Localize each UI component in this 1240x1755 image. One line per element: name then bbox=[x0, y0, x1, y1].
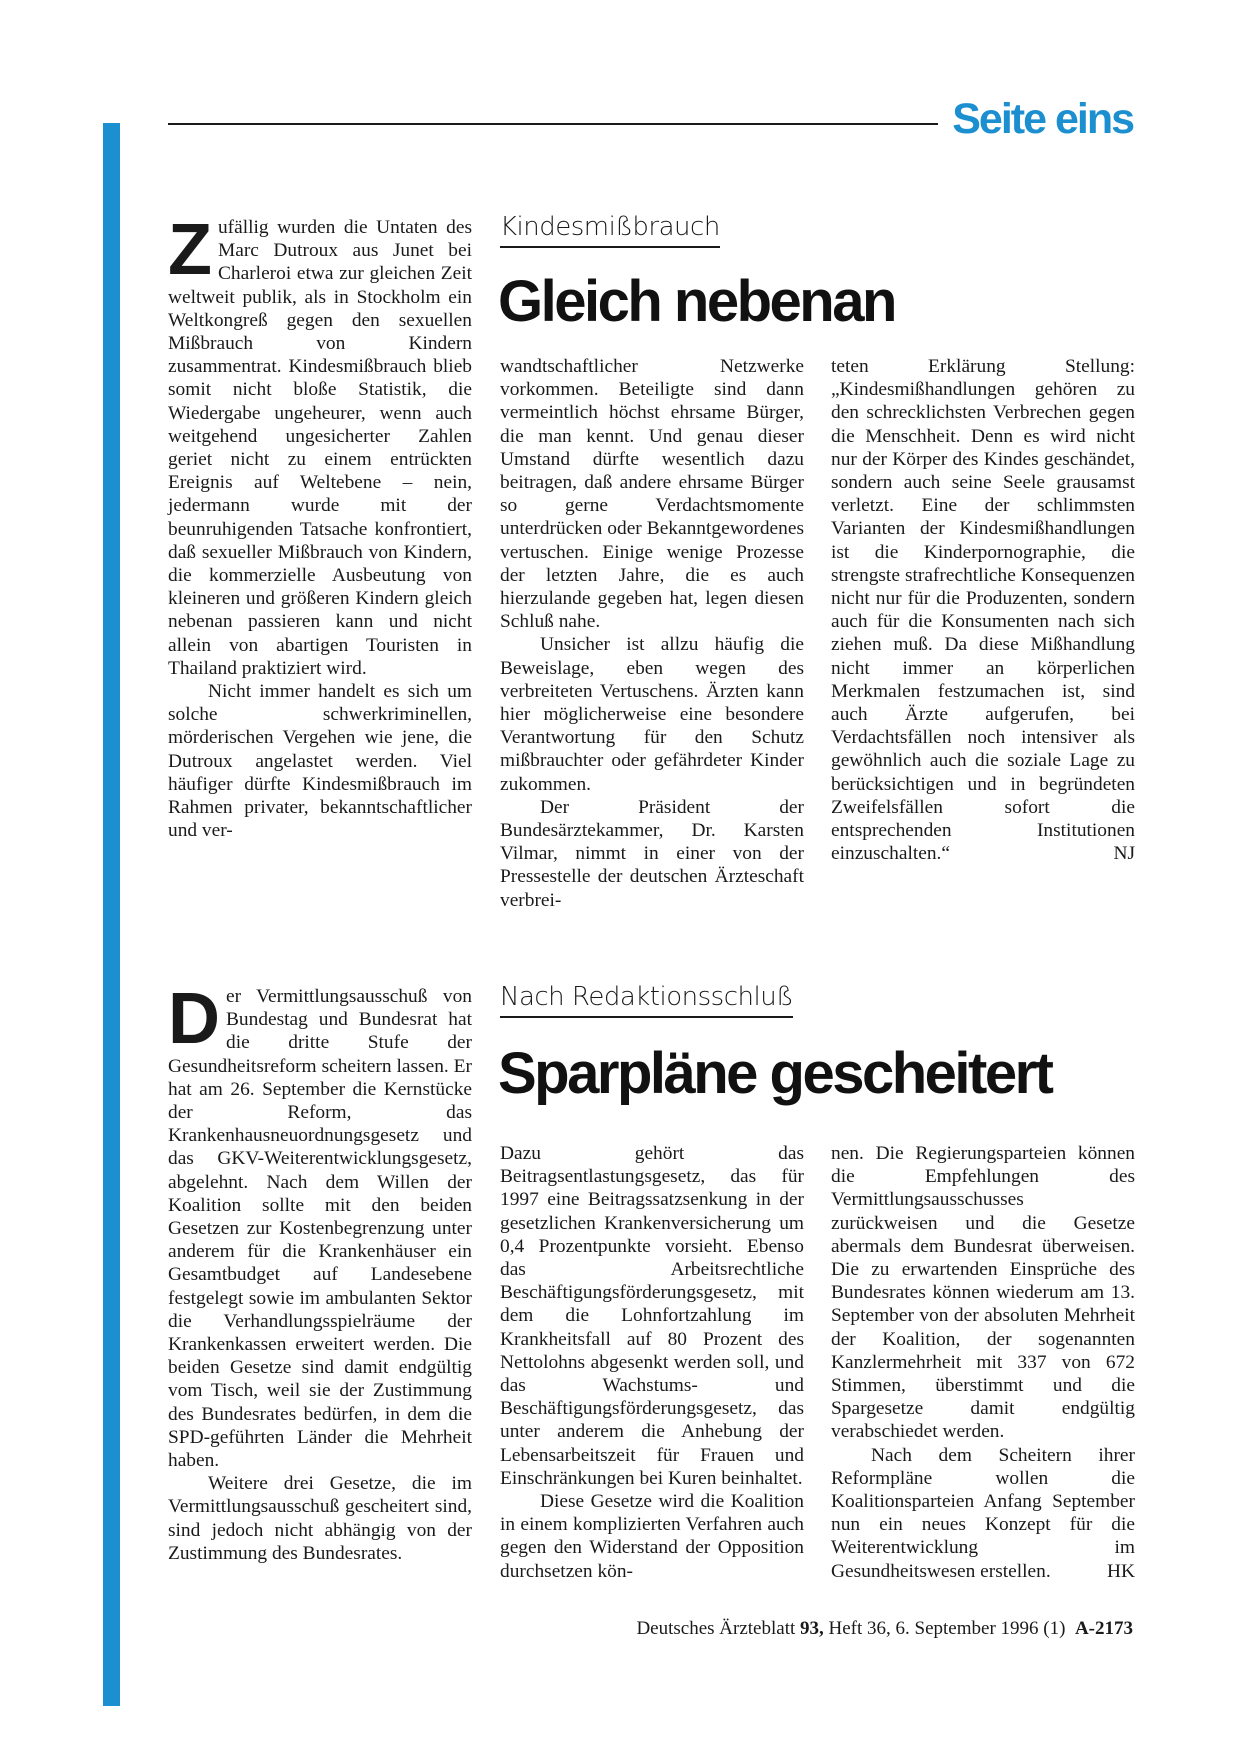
left-accent-bar bbox=[103, 123, 120, 1706]
paragraph: er Vermittlungsausschuß von Bundestag und Bundesrat hat die dritte Stufe der Gesundheitsreform scheitern lassen. Er hat am 26. September die Kernstücke der Reform, das Krankenhausneuordnungsgesetz und das GKV-Weiterentwicklungsgesetz, abgelehnt. Nach dem Willen der Koalition sollte mit den beiden Gesetzen zur Kostenbegrenzung unter anderem für die Krankenhäuser ein Gesamtbudget auf Landesebene festgelegt sowie im ambulanten Sektor die Verhandlungsspielräume der Krankenkassen erweitert werden. Die beiden Gesetze sind damit endgültig vom Tisch, weil sie der Zustimmung des Bundesrates bedürfen, in dem die SPD-geführten Länder die Mehrheit haben. bbox=[168, 986, 472, 1472]
dropcap: D bbox=[168, 979, 220, 1059]
paragraph: Weitere drei Gesetze, die im Vermittlungsausschuß gescheitert sind, sind jedoch nicht abhängig von der Zustimmung des Bundesrates. bbox=[168, 1473, 472, 1564]
article1-column-2 bbox=[500, 355, 804, 912]
volume-number: 93, bbox=[800, 1618, 824, 1639]
paragraph: Diese Gesetze wird die Koalition in einem komplizierten Verfahren auch gegen den Widerstand der Opposition durchsetzen kön- bbox=[500, 1491, 804, 1582]
page-number: A-2173 bbox=[1074, 1618, 1133, 1639]
issue-info: Heft 36, 6. September 1996 (1) bbox=[828, 1618, 1066, 1639]
header-rule bbox=[168, 123, 938, 125]
paragraph: Dazu gehört das Beitragsentlastungsgesetz, das für 1997 eine Beitragssatzsenkung in der gesetzlichen Krankenversicherung um 0,4 Prozentpunkte vorsieht. Ebenso das Arbeitsrechtliche Beschäftigungsförderungsgesetz, mit dem die Lohnfortzahlung im Krankheitsfall auf 80 Prozent des Nettolohns abgesenkt werden soll, und das Wachstums- und Beschäftigungsförderungsgesetz, das unter anderem die Anhebung der Lebensarbeitszeit für Frauen und Einschränkungen bei Kuren beinhaltet. bbox=[500, 1143, 804, 1489]
paragraph: nen. Die Regierungsparteien können die Empfehlungen des Vermittlungsausschusses zurückweisen und die Gesetze abermals dem Bundesrat überweisen. Die zu erwartenden Einsprüche des Bundesrates können wiederum am 13. September von der absoluten Mehrheit der Koalition, der sogenannten Kanzlermehrheit mit 337 von 672 Stimmen, überstimmt und die Spargesetze damit endgültig verabschiedet werden. bbox=[831, 1143, 1135, 1443]
page-footer bbox=[636, 1618, 1133, 1640]
paragraph: teten Erklärung Stellung: „Kindesmißhandlungen gehören zu den schrecklichsten Verbrechen gegen die Menschheit. Denn es wird nicht nur der Körper des Kindes geschändet, sondern auch seine Seele grausamst verletzt. Eine der schlimmsten Varianten der Kindesmißhandlungen ist die Kinderpornographie, die strengste strafrechtliche Konsequenzen nicht nur für die Produzenten, sondern auch für die Konsumenten nach sich ziehen muß. Da diese Mißhandlung nicht immer an körperlichen Merkmalen festzumachen ist, sind auch Ärzte aufgerufen, bei Verdachtsfällen noch intensiver als gewöhnlich auch die soziale Lage zu berücksichtigen und in begründeten Zweifelsfällen sofort die entsprechenden Institutionen einzuschalten.“ NJ bbox=[831, 356, 1135, 865]
paragraph: Nicht immer handelt es sich um solche schwerkriminellen, mörderischen Vergehen wie jene, die Dutroux angelastet werden. Viel häufiger dürfte Kindesmißbrauch im Rahmen privater, bekanntschaftlicher und ver- bbox=[168, 681, 472, 842]
dropcap: Z bbox=[168, 210, 212, 290]
article1-kicker: Kindesmißbrauch bbox=[500, 212, 720, 248]
article2-kicker: Nach Redaktionsschluß bbox=[500, 982, 793, 1018]
article1-column-3 bbox=[831, 355, 1135, 865]
article2-column-1 bbox=[168, 979, 472, 1565]
author-signature: NJ bbox=[1113, 843, 1135, 865]
article2-column-2 bbox=[500, 1142, 804, 1583]
paragraph: Nach dem Scheitern ihrer Reformpläne wollen die Koalitionsparteien Anfang September nun ein neues Konzept für die Weiterentwicklung im Gesundheitswesen erstellen. HK bbox=[831, 1444, 1135, 1582]
author-signature: HK bbox=[1106, 1560, 1135, 1582]
article1-headline: Gleich nebenan bbox=[498, 269, 895, 334]
paragraph: ufällig wurden die Untaten des Marc Dutroux aus Junet bei Charleroi etwa zur gleichen Zeit weltweit publik, als in Stockholm ein Weltkongreß gegen den sexuellen Mißbrauch von Kindern zusammentrat. Kindesmißbrauch blieb somit nicht bloße Statistik, die Wiedergabe ungeheurer, wenn auch weitgehend ungesicherter Zahlen geriet nicht zu einem entrückten Ereignis auf Weltebene – nein, jedermann wurde mit der beunruhigenden Tatsache konfrontiert, daß sexueller Mißbrauch von Kindern, die kommerzielle Ausbeutung von kleineren und größeren Kindern gleich nebenan passieren kann und nicht allein von abartigen Touristen in Thailand praktiziert wird. bbox=[168, 217, 472, 679]
article2-headline: Sparpläne gescheitert bbox=[498, 1041, 1052, 1106]
paragraph: wandtschaftlicher Netzwerke vorkommen. Beteiligte sind dann vermeintlich höchst ehrsame Bürger, die man kennt. Und genau dieser Umstand dürfte wesentlich dazu beitragen, daß andere ehrsame Bürger so gerne Verdachtsmomente unterdrücken oder Bekanntgewordenes vertuschen. Einige wenige Prozesse der letzten Jahre, die es auch hierzulande gegeben hat, legen diesen Schluß nahe. bbox=[500, 356, 804, 633]
publication-name: Deutsches Ärzteblatt bbox=[636, 1618, 796, 1639]
paragraph: Der Präsident der Bundesärztekammer, Dr. Karsten Vilmar, nimmt in einer von der Pressestelle der deutschen Ärzteschaft verbrei- bbox=[500, 796, 804, 911]
paragraph: Unsicher ist allzu häufig die Beweislage, eben wegen des verbreiteten Vertuschens. Ärzten kann hier möglicherweise eine besondere Verantwortung für den Schutz mißbrauchter oder gefährdeter Kinder zukommen. bbox=[500, 634, 804, 795]
article2-column-3 bbox=[831, 1142, 1135, 1583]
section-title: Seite eins bbox=[952, 95, 1133, 143]
article1-column-1 bbox=[168, 210, 472, 842]
